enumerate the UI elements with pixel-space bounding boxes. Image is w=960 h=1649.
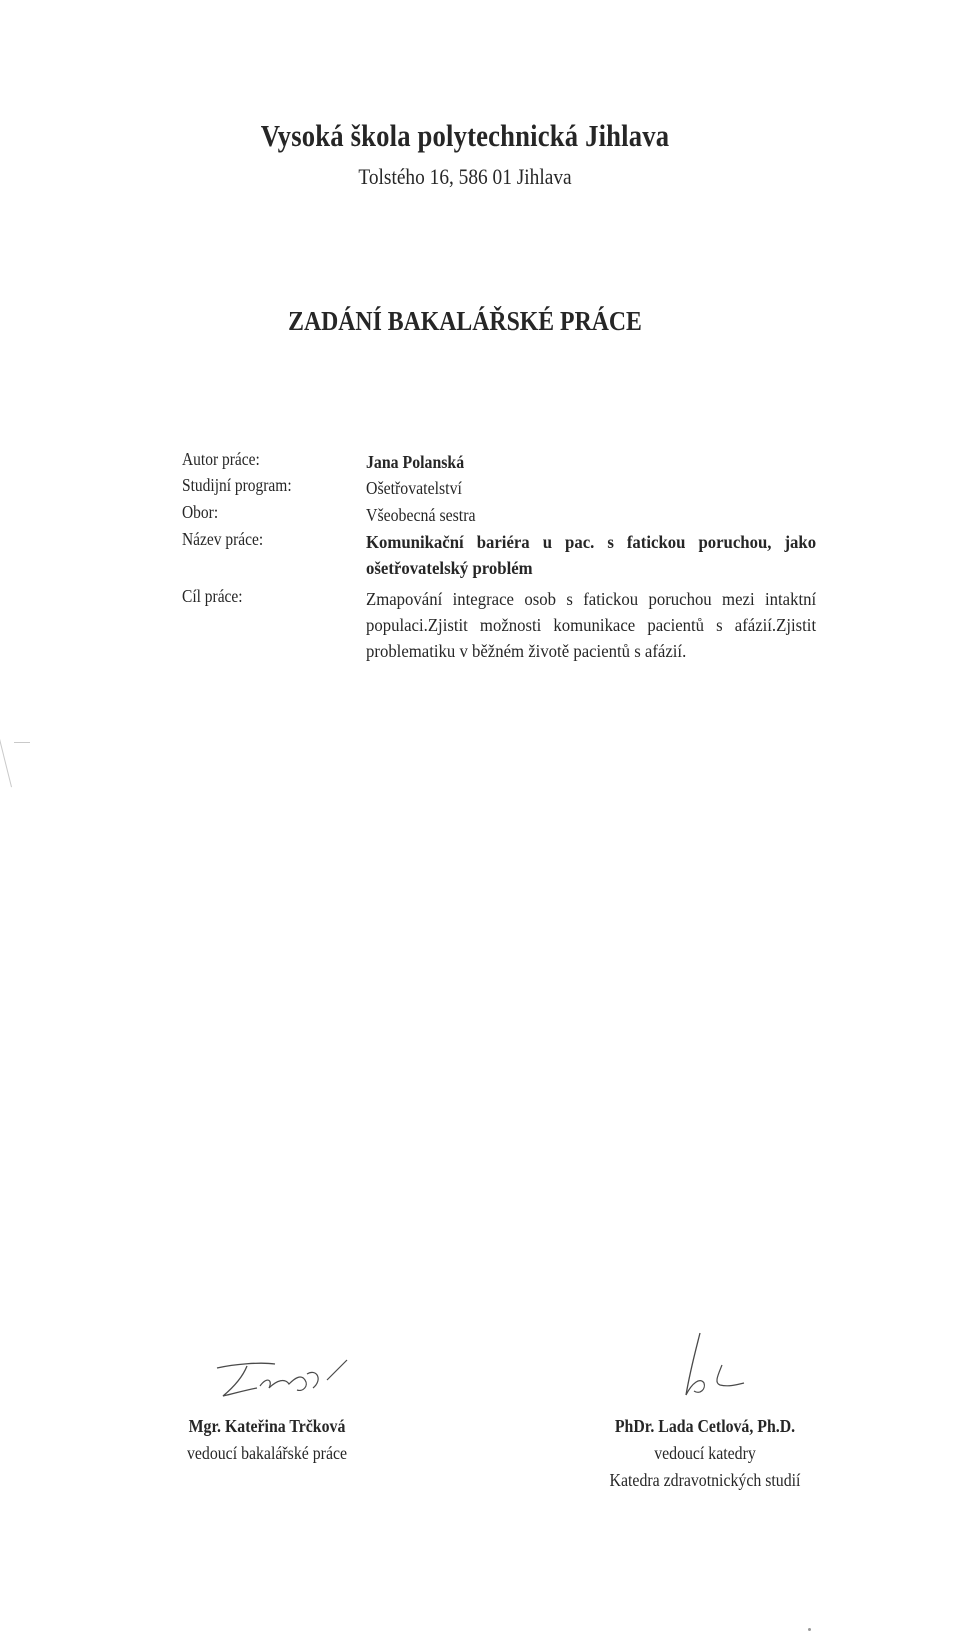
supervisor-role: vedoucí bakalářské práce xyxy=(186,1443,348,1463)
field-value: Všeobecná sestra xyxy=(366,505,476,525)
field-label: Obor: xyxy=(182,502,219,522)
scan-mark-left-tick xyxy=(14,742,30,743)
head-role: vedoucí katedry xyxy=(654,1443,756,1463)
document-title: ZADÁNÍ BAKALÁŘSKÉ PRÁCE xyxy=(288,306,642,336)
author-value: Jana Polanská xyxy=(366,452,465,472)
head-department: Katedra zdravotnických studií xyxy=(609,1470,801,1490)
author-label: Autor práce: xyxy=(182,449,260,469)
school-name: Vysoká škola polytechnická Jihlava xyxy=(260,118,670,153)
thesis-title-value: Komunikační bariéra u pac. s fatickou poruchou, jako ošetřovatelský problém xyxy=(366,532,817,578)
thesis-title-label: Název práce: xyxy=(182,529,264,549)
scan-mark-left xyxy=(0,731,12,788)
head-signature xyxy=(670,1325,760,1405)
goal-label: Cíl práce: xyxy=(182,586,243,606)
program-label: Studijní program: xyxy=(182,475,292,495)
supervisor-name: Mgr. Kateřina Trčková xyxy=(188,1416,346,1436)
head-name: PhDr. Lada Cetlová, Ph.D. xyxy=(614,1416,796,1436)
program-value: Ošetřovatelství xyxy=(366,478,462,498)
supervisor-block xyxy=(162,1413,372,1467)
school-address: Tolstého 16, 586 01 Jihlava xyxy=(358,164,572,189)
scan-mark-bottom-dot xyxy=(808,1628,811,1631)
supervisor-signature xyxy=(205,1350,365,1410)
goal-value: Zmapování integrace osob s fatickou poruchou mezi intaktní populaci.Zjistit možnosti komunikace pacientů s afázií.Zjistit problematiku v běžném životě pacientů s afázií. xyxy=(366,589,817,661)
head-block xyxy=(580,1413,830,1494)
